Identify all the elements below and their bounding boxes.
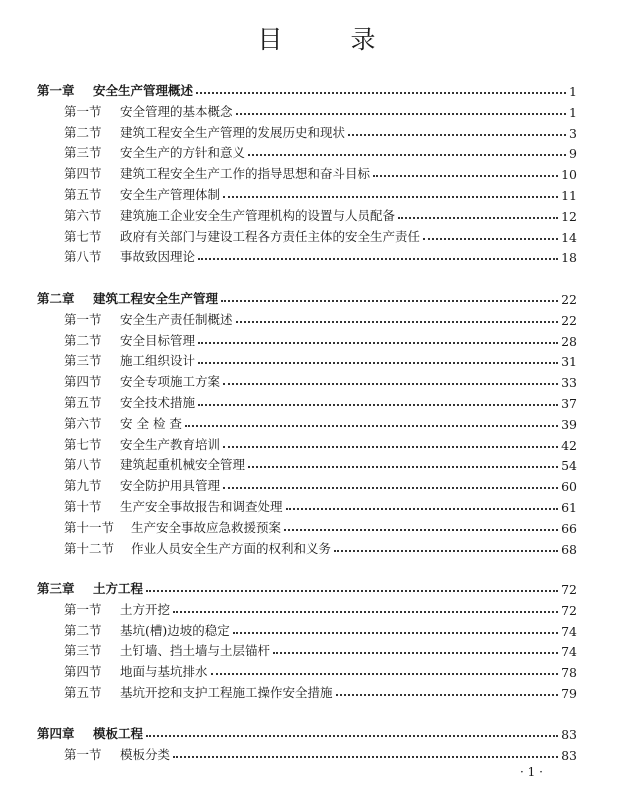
- leader-dots: [373, 174, 558, 177]
- section-title: 建筑施工企业安全生产管理机构的设置与人员配备: [120, 207, 396, 223]
- section-page: 78: [561, 665, 577, 681]
- section-title: 安全技术措施: [120, 395, 196, 410]
- section-title: 模板分类: [120, 746, 171, 762]
- toc-section-row[interactable]: [64, 307, 577, 328]
- toc-section-row[interactable]: [64, 244, 577, 265]
- leader-dots: [173, 610, 558, 613]
- toc-section-row[interactable]: [64, 328, 577, 349]
- toc-section-row[interactable]: [64, 473, 577, 494]
- toc-section-row[interactable]: [64, 680, 577, 701]
- chapter-page: 83: [561, 727, 577, 742]
- section-number: 第四节: [64, 664, 102, 680]
- section-number: 第九节: [64, 478, 102, 494]
- toc-section-row[interactable]: [64, 742, 577, 763]
- toc-chapter-row[interactable]: [37, 78, 577, 99]
- section-page: 18: [561, 250, 577, 266]
- section-page: 39: [561, 416, 577, 432]
- toc-section-row[interactable]: [64, 618, 577, 639]
- toc-section-row[interactable]: [64, 140, 577, 161]
- chapter-title: 土方工程: [93, 581, 144, 596]
- toc-section-row[interactable]: [64, 182, 577, 203]
- section-page: 66: [561, 520, 577, 536]
- section-page: 14: [561, 229, 577, 245]
- chapter-number: 第一章: [37, 83, 75, 98]
- section-title: 生产安全事故应急救援预案: [131, 519, 282, 535]
- section-page: 3: [569, 125, 577, 141]
- toc-section-row[interactable]: [64, 432, 577, 453]
- section-page: 1: [569, 104, 577, 120]
- toc-section-row[interactable]: [64, 638, 577, 659]
- leader-dots: [236, 112, 567, 115]
- page-title: 目 录: [257, 25, 406, 54]
- section-page: 79: [561, 686, 577, 701]
- section-title: 作业人员安全生产方面的权利和义务: [131, 540, 332, 556]
- chapter-title: 模板工程: [93, 726, 144, 741]
- section-page: 61: [561, 500, 577, 515]
- section-title: 安全管理的基本概念: [120, 103, 233, 119]
- leader-dots: [198, 257, 558, 260]
- section-page: 60: [561, 479, 577, 495]
- section-title: 建筑起重机械安全管理: [120, 457, 246, 473]
- toc-chapter-row[interactable]: [37, 286, 577, 307]
- section-number: 第八节: [64, 249, 102, 265]
- toc-section-row[interactable]: [64, 411, 577, 432]
- section-page: 33: [561, 375, 577, 391]
- chapter-page: 1: [569, 84, 577, 99]
- toc-section-row[interactable]: [64, 224, 577, 245]
- section-number: 第三节: [64, 643, 102, 659]
- toc-section-row[interactable]: [64, 390, 577, 411]
- leader-dots: [273, 651, 558, 654]
- toc-chapter-row[interactable]: [37, 576, 577, 597]
- section-title: 事故致因理论: [120, 249, 196, 265]
- leader-dots: [348, 133, 566, 136]
- leader-dots: [423, 237, 558, 240]
- toc-section-row[interactable]: [64, 659, 577, 680]
- toc-section-row[interactable]: [64, 161, 577, 182]
- section-page: 68: [561, 541, 577, 557]
- chapter-title: 建筑工程安全生产管理: [93, 291, 219, 306]
- section-number: 第三节: [64, 145, 102, 161]
- section-title: 安全专项施工方案: [120, 374, 221, 390]
- section-number: 第一节: [64, 103, 102, 119]
- section-title: 建筑工程安全生产管理的发展历史和现状: [120, 124, 346, 140]
- leader-dots: [173, 755, 558, 758]
- section-title: 基坑(槽)边坡的稳定: [120, 622, 230, 638]
- section-title: 安全生产责任制概述: [120, 311, 233, 327]
- section-number: 第四节: [64, 166, 102, 182]
- section-title: 建筑工程安全生产工作的指导思想和奋斗目标: [120, 166, 371, 182]
- section-title: 施工组织设计: [120, 353, 196, 369]
- chapter-page: 72: [561, 582, 577, 597]
- section-number: 第四节: [64, 374, 102, 390]
- section-title: 基坑开挖和支护工程施工操作安全措施: [120, 685, 333, 700]
- leader-dots: [286, 507, 559, 510]
- chapter-page: 22: [561, 292, 577, 307]
- section-page: 74: [561, 644, 577, 660]
- section-number: 第六节: [64, 415, 102, 431]
- section-title: 土方开挖: [120, 601, 171, 617]
- section-number: 第六节: [64, 207, 102, 223]
- toc-section-row[interactable]: [64, 120, 577, 141]
- section-title: 安全生产教育培训: [120, 436, 221, 452]
- leader-dots: [398, 216, 558, 219]
- section-number: 第五节: [64, 395, 102, 410]
- toc-section-row[interactable]: [64, 494, 577, 515]
- leader-dots: [334, 549, 558, 552]
- section-title: 安全生产管理体制: [120, 187, 221, 202]
- leader-dots: [336, 693, 559, 696]
- section-number: 第八节: [64, 457, 102, 473]
- section-number: 第三节: [64, 353, 102, 369]
- section-title: 安 全 检 查: [120, 415, 182, 431]
- section-page: 83: [561, 747, 577, 763]
- leader-dots: [185, 424, 558, 427]
- leader-dots: [146, 734, 558, 737]
- section-page: 10: [561, 167, 577, 183]
- section-title: 安全生产的方针和意义: [120, 145, 246, 161]
- section-title: 生产安全事故报告和调查处理: [120, 499, 283, 514]
- section-title: 地面与基坑排水: [120, 664, 208, 680]
- toc-section-row[interactable]: [64, 536, 577, 557]
- toc-section-row[interactable]: [64, 515, 577, 536]
- toc-section-row[interactable]: [64, 99, 577, 120]
- leader-dots: [284, 528, 558, 531]
- leader-dots: [233, 631, 558, 634]
- section-page: 31: [561, 354, 577, 370]
- leader-dots: [198, 341, 558, 344]
- section-title: 政府有关部门与建设工程各方责任主体的安全生产责任: [120, 228, 421, 244]
- section-page: 37: [561, 396, 577, 411]
- toc-chapter-row[interactable]: [37, 721, 577, 742]
- leader-dots: [248, 153, 566, 156]
- section-title: 土钉墙、挡土墙与土层锚杆: [120, 643, 271, 659]
- toc-section-row[interactable]: [64, 452, 577, 473]
- leader-dots: [196, 91, 566, 94]
- section-title: 安全防护用具管理: [120, 478, 221, 494]
- leader-dots: [223, 382, 558, 385]
- section-number: 第一节: [64, 311, 102, 327]
- section-page: 54: [561, 458, 577, 474]
- leader-dots: [223, 195, 558, 198]
- section-number: 第十节: [64, 499, 102, 514]
- section-number: 第十二节: [64, 540, 115, 556]
- section-page: 9: [569, 146, 577, 162]
- section-page: 12: [561, 208, 577, 224]
- section-number: 第七节: [64, 228, 102, 244]
- section-number: 第二节: [64, 622, 102, 638]
- leader-dots: [146, 589, 558, 592]
- toc-section-row[interactable]: [64, 369, 577, 390]
- toc-section-row[interactable]: [64, 203, 577, 224]
- page-number-footer: · 1 ·: [520, 765, 543, 779]
- section-number: 第十一节: [64, 519, 115, 535]
- chapter-number: 第三章: [37, 581, 75, 596]
- leader-dots: [248, 465, 558, 468]
- toc-section-row[interactable]: [64, 348, 577, 369]
- leader-dots: [198, 403, 558, 406]
- section-page: 42: [561, 437, 577, 453]
- section-number: 第一节: [64, 601, 102, 617]
- section-number: 第二节: [64, 124, 102, 140]
- section-number: 第七节: [64, 436, 102, 452]
- section-title: 安全目标管理: [120, 332, 196, 348]
- chapter-title: 安全生产管理概述: [93, 83, 194, 98]
- toc-section-row[interactable]: [64, 597, 577, 618]
- section-number: 第五节: [64, 685, 102, 700]
- leader-dots: [198, 361, 558, 364]
- section-page: 22: [561, 312, 577, 328]
- section-page: 72: [561, 602, 577, 618]
- chapter-number: 第四章: [37, 726, 75, 741]
- leader-dots: [221, 299, 558, 302]
- section-number: 第一节: [64, 746, 102, 762]
- leader-dots: [236, 320, 559, 323]
- chapter-number: 第二章: [37, 291, 75, 306]
- section-page: 28: [561, 333, 577, 349]
- section-number: 第二节: [64, 332, 102, 348]
- leader-dots: [223, 445, 558, 448]
- section-page: 74: [561, 623, 577, 639]
- section-page: 11: [561, 188, 577, 203]
- leader-dots: [223, 486, 558, 489]
- leader-dots: [211, 672, 559, 675]
- section-number: 第五节: [64, 187, 102, 202]
